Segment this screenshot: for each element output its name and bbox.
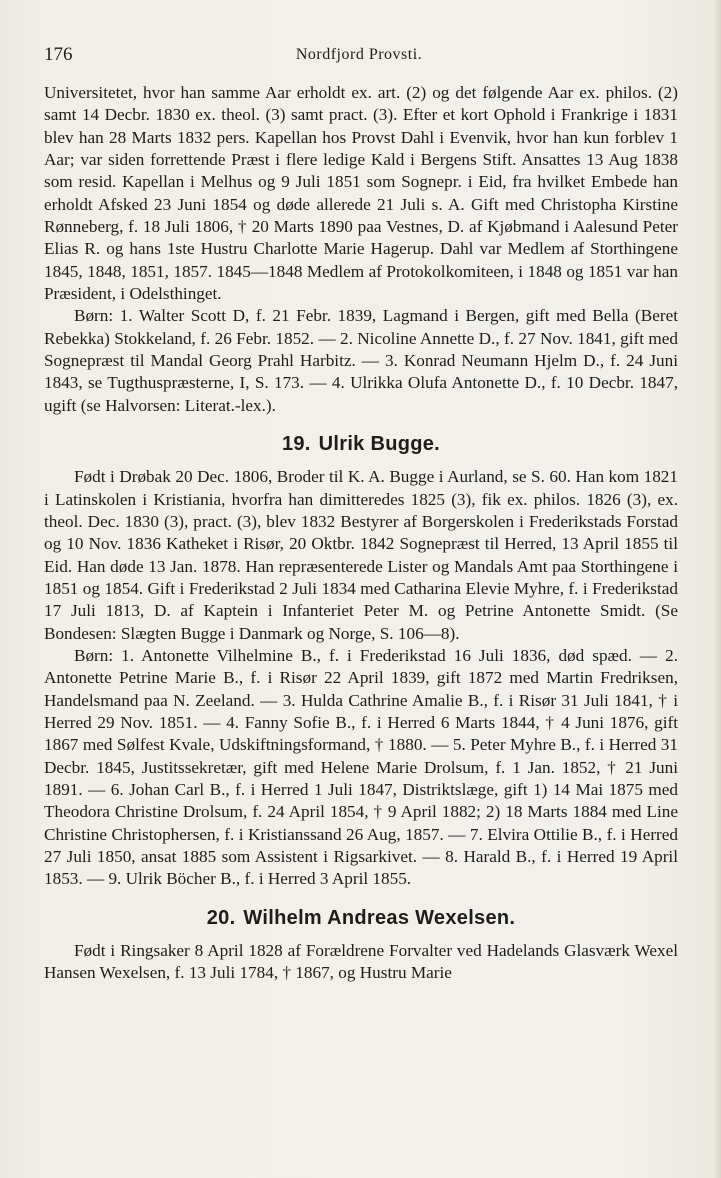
continuation-children-paragraph: Børn: 1. Walter Scott D, f. 21 Febr. 1839, Lagmand i Bergen, gift med Bella (Beret Rebekka) Stokkeland, f. 26 Febr. 1852. — 2. Nicoline Annette D., f. 27 Nov. 1841, gift med Sognepræst til Mandal Georg Prahl Harbitz. — 3. Konrad Neumann Hjelm D., f. 24 Juni 1843, se Tugthuspræsterne, I, S. 173. — 4. Ulrikka Olufa Antonette D., f. 10 Decbr. 1847, ugift (se Halvorsen: Literat.-lex.).	[44, 306, 678, 415]
entry-heading-20	[44, 906, 678, 930]
page-header	[44, 44, 674, 68]
entry-number: 20.	[206, 906, 236, 929]
running-title: Nordfjord Provsti.	[295, 46, 423, 63]
entry-19-biography: Født i Drøbak 20 Dec. 1806, Broder til K. A. Bugge i Aurland, se S. 60. Han kom 1821 i Latinskolen i Kristiania, hvorfra han dimitteredes 1825 (3), fik ex. philos. 1826 (3), ex. theol. Dec. 1830 (3), pract. (3), blev 1832 Bestyrer af Borgerskolen i Frederikstads Forstad og 10 Nov. 1836 Katheket i Risør, 20 Oktbr. 1842 Sognepræst til Herred, 13 April 1855 til Eid. Han døde 13 Jan. 1878. Han repræsenterede Lister og Mandals Amt paa Storthingene i 1851 og 1854. Gift i Frederikstad 2 Juli 1834 med Catharina Elevie Myhre, f. i Frederikstad 17 Juli 1813, D. af Kaptein i Infanteriet Peter M. og Petrine Antonette Smidt. (Se Bondesen: Slægten Bugge i Danmark og Norge, S. 106—8).	[44, 467, 678, 643]
entry-name: Wilhelm Andreas Wexelsen.	[243, 906, 516, 929]
page-edge	[715, 0, 721, 1178]
entry-heading-19	[44, 432, 678, 456]
entry-20-biography: Født i Ringsaker 8 April 1828 af Forældrene Forvalter ved Hadelands Glasværk Wexel Hansen Wexelsen, f. 13 Juli 1784, † 1867, og Hustru Marie	[44, 940, 678, 983]
continuation-paragraph: Universitetet, hvor han samme Aar erholdt ex. art. (2) og det følgende Aar ex. philos. (2) samt 14 Decbr. 1830 ex. theol. (3) samt pract. (3). Efter et kort Ophold i Frankrige i 1831 blev han 28 Marts 1832 pers. Kapellan hos Provst Dahl i Evenvik, hvor han kun forblev 1 Aar; var siden forrettende Præst i flere ledige Kald i Bergens Stift. Ansattes 13 Aug 1838 som resid. Kapellan i Melhus og 9 Juli 1851 som Sognepr. i Eid, fra hvilket Embede han erholdt Afsked 23 Juni 1854 og døde allerede 21 Juli s. A. Gift med Christopha Kirstine Rønneberg, f. 18 Juli 1806, † 20 Marts 1890 paa Vestnes, D. af Kjøbmand i Aalesund Peter Elias R. og hans 1ste Hustru Charlotte Marie Hagerup. Dahl var Medlem af Storthingene 1845, 1848, 1851, 1857. 1845—1848 Medlem af Protokolkomiteen, i 1848 og 1851 var han Præsident, i Odelsthinget.	[44, 83, 678, 304]
entry-name: Ulrik Bugge.	[318, 433, 441, 456]
page-body	[44, 82, 678, 984]
page-number: 176	[44, 44, 73, 65]
entry-19-children: Børn: 1. Antonette Vilhelmine B., f. i Frederikstad 16 Juli 1836, død spæd. — 2. Antonette Petrine Marie B., f. i Risør 22 April 1839, gift 1872 med Martin Fredriksen, Handelsmand paa N. Zeeland. — 3. Hulda Cathrine Amalie B., f. i Risør 31 Juli 1841, † i Herred 29 Nov. 1851. — 4. Fanny Sofie B., f. i Herred 6 Marts 1844, † 4 Juni 1876, gift 1867 med Sølfest Kvale, Udskiftningsformand, † 1880. — 5. Peter Myhre B., f. i Herred 31 Decbr. 1845, Justitssekretær, gift med Helene Marie Drolsum, f. 1 Jan. 1852, † 21 Juni 1891. — 6. Johan Carl B., f. i Herred 1 Juli 1847, Distriktslæge, gift 1) 14 Mai 1875 med Theodora Christine Drolsum, f. 24 April 1854, † 9 April 1882; 2) 18 Marts 1884 med Line Christine Christophersen, f. i Kristianssand 26 Aug, 1857. — 7. Elvira Ottilie B., f. i Herred 27 Juli 1850, ansat 1885 som Assistent i Rigsarkivet. — 8. Harald B., f. i Herred 19 April 1853. — 9. Ulrik Böcher B., f. i Herred 3 April 1855.	[44, 645, 678, 889]
entry-number: 19.	[281, 433, 311, 456]
